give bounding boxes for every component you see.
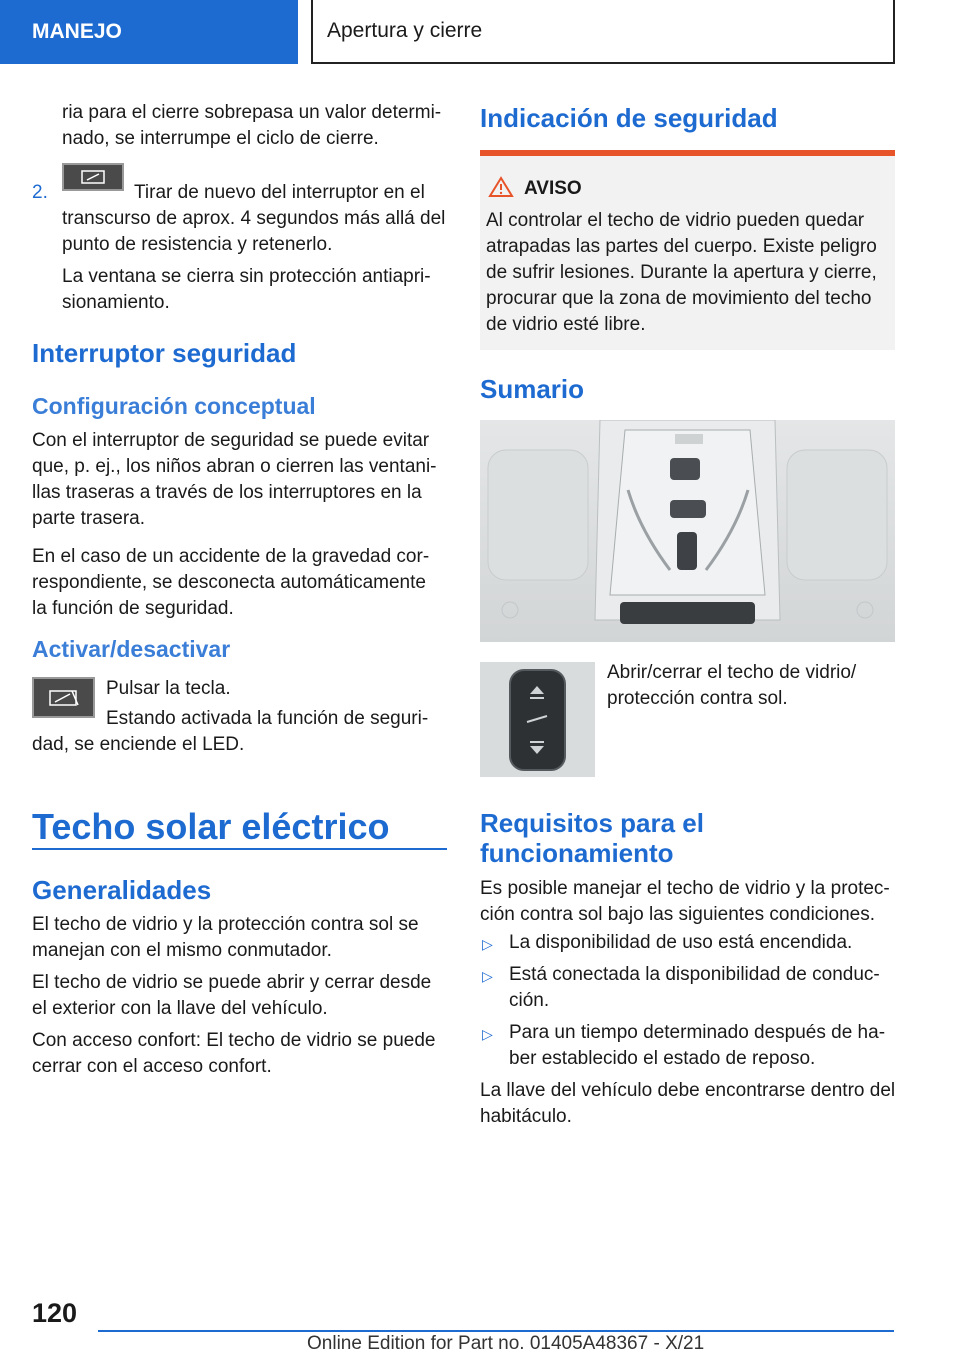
- switch-caption: Abrir/cerrar el techo de vidrio/ protección contra sol.: [607, 662, 857, 709]
- bullet-marker: ▷: [482, 936, 493, 952]
- warning-title: AVISO: [524, 178, 582, 199]
- page-number: 120: [32, 1298, 78, 1328]
- safety-switch-icon: [32, 677, 95, 718]
- heading-generalidades: Generalidades: [32, 875, 212, 905]
- heading-activar: Activar/desactivar: [32, 636, 231, 662]
- heading-rule: [32, 848, 447, 850]
- bullet-item-1: La disponibilidad de uso está encendida.: [509, 932, 853, 953]
- gen-para-2: El techo de vidrio se puede abrir y cerrar desde el exterior con la llave del vehículo.: [32, 972, 432, 1019]
- section-tab: MANEJO: [0, 0, 298, 64]
- warning-icon: [488, 176, 514, 198]
- heading-sumario: Sumario: [480, 374, 585, 404]
- heading-requisitos: Requisitos para el funcionamiento: [480, 808, 704, 868]
- heading-techo: Techo solar eléctrico: [32, 806, 390, 847]
- heading-interruptor: Interruptor seguridad: [32, 338, 297, 368]
- gen-para-3: Con acceso confort: El techo de vidrio se puede cerrar con el acceso confort.: [32, 1030, 436, 1077]
- chapter-title: Apertura y cierre: [311, 0, 895, 64]
- activar-text-3: dad, se enciende el LED.: [32, 734, 245, 755]
- bullet-marker: ▷: [482, 968, 493, 984]
- footer-edition: Online Edition for Part no. 01405A48367 - X/21: [307, 1333, 705, 1354]
- activar-text-2: Estando activada la función de seguri-: [106, 708, 429, 729]
- config-para-1: Con el interruptor de seguridad se puede evitar que, p. ej., los niños abran o cierren las ventani- llas traseras a través de los interruptores en la parte trasera.: [32, 430, 437, 529]
- heading-indicacion: Indicación de seguridad: [480, 103, 778, 133]
- step-note: La ventana se cierra sin protección antiapri- sionamiento.: [62, 266, 431, 313]
- bullet-item-2: Está conectada la disponibilidad de conduc- ción.: [509, 964, 880, 1011]
- warning-text: Al controlar el techo de vidrio pueden quedar atrapadas las partes del cuerpo. Existe peligro de sufrir lesiones. Durante la apertura y cierre, procurar que la zona de movimiento del techo de vidrio esté libre.: [486, 210, 877, 335]
- heading-config: Configuración conceptual: [32, 393, 316, 419]
- footer-rule: [98, 1330, 894, 1332]
- bullet-marker: ▷: [482, 1026, 493, 1042]
- config-para-2: En el caso de un accidente de la gravedad cor- respondiente, se desconecta automáticamente la función de seguridad.: [32, 546, 430, 619]
- sunroof-switch-image: [480, 662, 595, 777]
- step-text: transcurso de aprox. 4 segundos más allá del punto de resistencia y retenerlo.: [62, 208, 446, 255]
- roof-console-image: [480, 420, 895, 642]
- gen-para-1: El techo de vidrio y la protección contra sol se manejan con el mismo conmutador.: [32, 914, 419, 961]
- warning-box: [480, 150, 895, 350]
- req-intro: Es posible manejar el techo de vidrio y la protec- ción contra sol bajo las siguientes condiciones.: [480, 878, 890, 925]
- intro-text: ria para el cierre sobrepasa un valor determi- nado, se interrumpe el ciclo de cierre.: [62, 102, 442, 149]
- step-text-first: Tirar de nuevo del interruptor en el: [134, 182, 425, 203]
- closing-text: La llave del vehículo debe encontrarse dentro del habitáculo.: [480, 1080, 896, 1127]
- bullet-item-3: Para un tiempo determinado después de ha- ber establecido el estado de reposo.: [509, 1022, 886, 1069]
- step-number: 2.: [32, 182, 48, 203]
- activar-text-1: Pulsar la tecla.: [106, 678, 231, 699]
- window-switch-icon: [62, 163, 124, 191]
